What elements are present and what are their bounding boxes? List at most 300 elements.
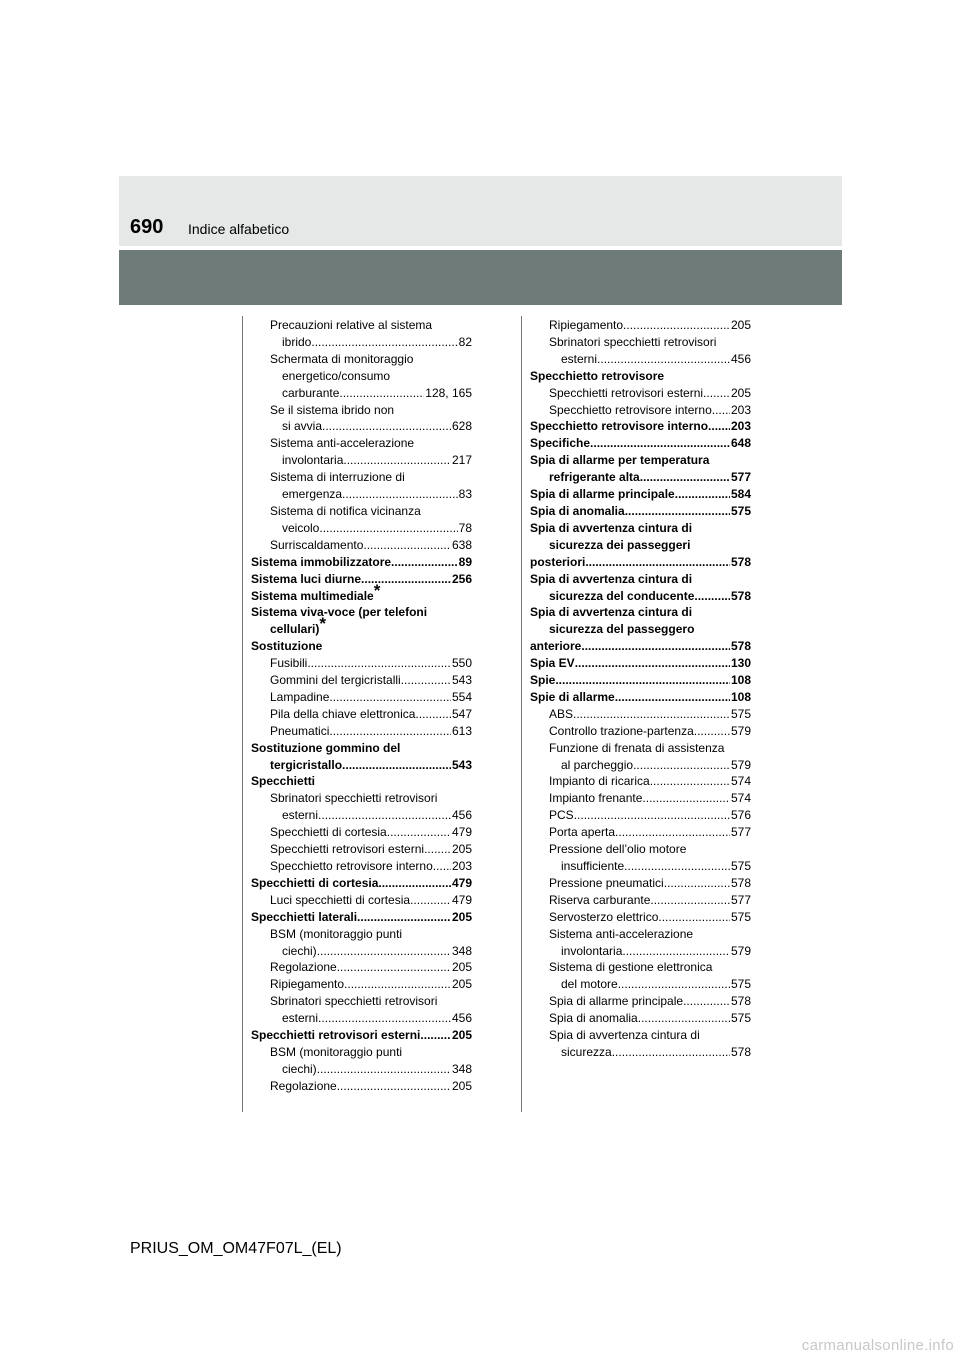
index-entry-text: emergenza — [282, 487, 343, 502]
dot-leader — [650, 773, 730, 790]
index-entry-text: Spia EV — [530, 656, 575, 671]
index-entry — [251, 706, 472, 723]
index-entry — [251, 757, 472, 774]
dot-leader — [363, 537, 451, 554]
dot-leader — [329, 689, 451, 706]
index-entry-text: Sbrinatori specchietti retrovisori — [549, 334, 717, 349]
index-entry — [251, 452, 472, 469]
index-entry-page: 543 — [451, 757, 472, 772]
index-entry-text: Impianto frenante — [549, 791, 643, 806]
index-entry — [530, 841, 751, 858]
index-entry — [251, 486, 472, 503]
index-entry-page: 648 — [730, 436, 751, 451]
dot-leader — [391, 554, 458, 571]
index-entry-text: Servosterzo elettrico — [549, 909, 659, 924]
index-entry-text: Se il sistema ibrido non — [270, 402, 395, 417]
index-entry-text: Pneumatici — [270, 723, 330, 738]
index-entry-text: Spia di anomalia — [549, 1011, 638, 1026]
index-entry — [251, 773, 472, 790]
index-entry-page: 575 — [730, 503, 751, 518]
dot-leader — [433, 858, 451, 875]
dot-leader — [708, 418, 730, 435]
index-entry — [251, 1061, 472, 1078]
index-entry-text: Sistema immobilizzatore — [251, 554, 392, 569]
dot-leader — [664, 875, 730, 892]
index-entry-page: 82 — [458, 334, 472, 349]
index-entry-page: 130 — [730, 656, 751, 671]
index-entry-text: Spia di avvertenza cintura di — [530, 520, 693, 535]
index-entry — [530, 740, 751, 757]
dot-leader — [378, 875, 451, 892]
index-entry — [251, 638, 472, 655]
index-entry-text: BSM (monitoraggio punti — [270, 926, 403, 941]
index-entry — [251, 892, 472, 909]
dot-leader — [319, 520, 457, 537]
index-entry-text: Sistema viva-voce (per telefoni — [251, 605, 428, 620]
index-entry — [251, 317, 472, 334]
index-entry — [530, 452, 751, 469]
index-entry — [530, 655, 751, 672]
index-entry-text: cellulari) — [270, 622, 320, 637]
index-entry-star: * — [319, 614, 326, 634]
index-entry-page: 479 — [451, 875, 472, 890]
index-entry-page: 348 — [451, 943, 472, 958]
dot-leader — [424, 841, 451, 858]
index-entry-text: sicurezza — [561, 1044, 612, 1059]
index-entry-text: Spia di anomalia — [530, 503, 625, 518]
index-entry — [530, 706, 751, 723]
dot-leader — [329, 723, 451, 740]
index-entry — [530, 571, 751, 588]
index-entry-text: Specchietti retrovisori esterni — [549, 385, 704, 400]
index-entry-page: 205 — [451, 842, 472, 857]
dot-leader — [624, 858, 730, 875]
index-entry-page: 203 — [451, 859, 472, 873]
index-entry — [251, 469, 472, 486]
index-entry-page: 89 — [458, 554, 472, 569]
index-entry — [251, 723, 472, 740]
dot-leader — [415, 706, 451, 723]
index-entry — [530, 993, 751, 1010]
section-title: Indice alfabetico — [188, 221, 290, 237]
index-entry-text: sicurezza del conducente — [549, 588, 695, 603]
index-entry-text: Specifiche — [530, 436, 591, 451]
index-entry — [251, 334, 472, 351]
index-entry — [251, 614, 472, 638]
dot-leader — [638, 1010, 730, 1027]
index-entry — [251, 418, 472, 435]
dot-leader — [401, 672, 451, 689]
index-entry-page: 575 — [730, 859, 751, 873]
index-entry — [530, 435, 751, 452]
index-entry-page: 577 — [730, 470, 751, 485]
index-entry-page: 128, 165 — [425, 385, 472, 400]
index-entry-page: 205 — [451, 960, 472, 975]
index-entry-page: 205 — [451, 977, 472, 992]
index-entry-text: Specchietti retrovisori esterni — [270, 842, 425, 857]
dot-leader — [387, 824, 451, 841]
index-entry — [251, 351, 472, 368]
index-entry-text: Precauzioni relative al sistema — [270, 318, 433, 332]
dot-leader — [597, 351, 730, 368]
index-entry — [530, 638, 751, 655]
index-entry-text: Sostituzione — [251, 639, 323, 654]
index-entry — [530, 368, 751, 385]
index-entry-text: Impianto di ricarica — [549, 774, 650, 789]
index-entry — [251, 926, 472, 943]
index-entry-text: carburante — [282, 385, 340, 400]
index-entry — [530, 926, 751, 943]
dot-leader — [694, 723, 730, 740]
dot-leader — [311, 334, 457, 351]
index-entry-text: Lampadine — [270, 689, 330, 704]
dot-leader — [318, 807, 451, 824]
index-entry-page: 578 — [730, 994, 751, 1009]
index-entry-page: 205 — [451, 1028, 472, 1043]
index-entry-page: 543 — [451, 673, 472, 688]
index-entry-text: involontaria — [282, 453, 344, 468]
index-entry-page: 576 — [730, 808, 751, 823]
index-entry-text: ciechi) — [282, 1061, 317, 1076]
index-entry — [530, 588, 751, 605]
dot-leader — [585, 554, 730, 571]
dot-leader — [339, 385, 424, 402]
index-entry-page: 78 — [458, 520, 472, 535]
index-entry — [251, 841, 472, 858]
index-entry-page: 203 — [730, 402, 751, 417]
dot-leader — [640, 469, 730, 486]
dot-leader — [618, 976, 730, 993]
index-entry-text: Specchietti di cortesia — [251, 875, 379, 890]
dot-leader — [317, 943, 451, 960]
index-entry-text: sicurezza del passeggero — [549, 622, 695, 637]
index-entry-text: Specchietti di cortesia — [270, 825, 387, 840]
dot-leader — [420, 1027, 451, 1044]
index-entry — [530, 757, 751, 774]
dot-leader — [615, 689, 730, 706]
index-entry — [530, 351, 751, 368]
index-entry — [530, 875, 751, 892]
index-entry-text: Sistema anti-accelerazione — [270, 436, 415, 451]
index-entry-text: Specchietto retrovisore interno — [270, 859, 433, 873]
dot-leader — [410, 892, 451, 909]
index-entry — [251, 520, 472, 537]
index-entry-page: 575 — [730, 706, 751, 721]
index-entry — [530, 773, 751, 790]
index-entry-page: 578 — [730, 639, 751, 654]
index-entry-page: 547 — [451, 706, 472, 721]
index-entry-text: Funzione di frenata di assistenza — [549, 740, 725, 755]
index-entry-text: Sbrinatori specchietti retrovisori — [270, 994, 438, 1009]
index-entry-text: Spia di allarme principale — [530, 487, 675, 502]
document-code: PRIUS_OM_OM47F07L_(EL) — [130, 1240, 342, 1257]
index-entry-text: anteriore — [530, 639, 582, 654]
index-entry-text: Specchietto retrovisore — [530, 368, 665, 383]
index-entry-text: Ripiegamento — [270, 977, 345, 992]
index-entry — [530, 402, 751, 419]
dot-leader — [581, 638, 730, 655]
dot-leader — [344, 976, 451, 993]
index-entry — [530, 689, 751, 706]
index-entry — [251, 1027, 472, 1044]
middle-column-rule — [521, 316, 522, 1112]
dot-leader — [337, 1078, 451, 1095]
index-entry — [530, 909, 751, 926]
index-column-right — [530, 317, 751, 1061]
index-entry-text: Controllo trazione-partenza — [549, 723, 694, 738]
dot-leader — [318, 1010, 451, 1027]
index-entry — [251, 571, 472, 588]
index-entry — [530, 334, 751, 351]
index-entry — [530, 385, 751, 402]
index-entry-text: Gommini del tergicristalli — [270, 673, 401, 688]
index-entry-text: veicolo — [282, 520, 320, 535]
index-entry-text: Porta aperta — [549, 825, 616, 840]
dot-leader — [622, 943, 730, 960]
index-entry-page: 578 — [730, 588, 751, 603]
index-entry-text: ibrido — [282, 334, 312, 349]
index-entry — [251, 875, 472, 892]
index-entry — [251, 824, 472, 841]
index-entry — [251, 1078, 472, 1095]
index-entry — [530, 892, 751, 909]
index-entry-page: 574 — [730, 774, 751, 789]
dot-leader — [633, 757, 730, 774]
index-entry-text: Luci specchietti di cortesia — [270, 892, 411, 907]
index-entry — [251, 554, 472, 571]
dot-leader — [317, 1061, 451, 1078]
index-entry-page: 578 — [730, 554, 751, 569]
index-entry-page: 205 — [451, 909, 472, 924]
index-entry — [251, 909, 472, 926]
index-entry — [251, 672, 472, 689]
index-entry-page: 479 — [451, 892, 472, 907]
left-column-rule — [242, 316, 243, 1112]
index-entry-text: Pressione dell’olio motore — [549, 842, 687, 857]
index-entry — [530, 418, 751, 435]
dot-leader — [342, 486, 458, 503]
dot-leader — [712, 402, 730, 419]
index-entry — [530, 1044, 751, 1061]
index-entry-text: Pressione pneumatici — [549, 875, 664, 890]
index-entry — [530, 723, 751, 740]
index-entry — [530, 621, 751, 638]
index-entry-text: Riserva carburante — [549, 892, 651, 907]
index-entry-text: Schermata di monitoraggio — [270, 351, 414, 366]
index-entry-text: refrigerante alta — [549, 470, 640, 485]
index-entry-text: esterni — [282, 808, 319, 823]
index-entry-page: 575 — [730, 977, 751, 992]
index-entry — [530, 959, 751, 976]
index-entry-page: 205 — [730, 318, 751, 332]
index-entry-text: Sbrinatori specchietti retrovisori — [270, 791, 438, 806]
index-entry-text: Spia di avvertenza cintura di — [530, 605, 693, 620]
index-entry-text: al parcheggio — [561, 757, 634, 772]
dot-leader — [343, 452, 451, 469]
index-entry-page: 203 — [730, 419, 751, 434]
index-entry-text: esterni — [282, 1011, 319, 1026]
index-entry-text: sicurezza dei passeggeri — [549, 537, 691, 552]
index-entry — [251, 368, 472, 385]
index-entry — [251, 402, 472, 419]
index-entry — [530, 858, 751, 875]
index-entry-page: 579 — [730, 723, 751, 738]
index-entry — [251, 435, 472, 452]
index-entry-text: Spia di allarme principale — [549, 994, 684, 1009]
index-entry-page: 479 — [451, 825, 472, 840]
index-entry-page: 348 — [451, 1061, 472, 1076]
index-entry-page: 578 — [730, 875, 751, 890]
index-entry-page: 108 — [730, 673, 751, 688]
index-entry — [530, 943, 751, 960]
index-column-left — [251, 317, 472, 1095]
dot-leader — [658, 909, 730, 926]
index-entry — [251, 689, 472, 706]
index-entry-text: Specchietto retrovisore interno — [549, 402, 712, 417]
index-entry — [530, 824, 751, 841]
index-entry — [530, 604, 751, 621]
index-entry — [530, 469, 751, 486]
index-entry-page: 456 — [451, 808, 472, 823]
index-entry-text: PCS — [549, 808, 574, 823]
dot-leader — [683, 993, 730, 1010]
index-entry-page: 613 — [451, 723, 472, 738]
dot-leader — [574, 807, 730, 824]
index-entry-page: 584 — [730, 487, 751, 502]
page-number: 690 — [130, 216, 164, 238]
index-entry — [530, 790, 751, 807]
index-entry-page: 575 — [730, 1011, 751, 1026]
index-entry — [251, 943, 472, 960]
index-entry-page: 550 — [451, 656, 472, 671]
index-entry-text: posteriori — [530, 554, 586, 569]
index-entry — [251, 655, 472, 672]
dot-leader — [357, 909, 451, 926]
dot-leader — [337, 959, 451, 976]
index-entry-text: Sistema anti-accelerazione — [549, 926, 694, 941]
index-entry — [251, 976, 472, 993]
index-entry-text: si avvia — [282, 419, 323, 434]
index-entry-text: Specchietti — [251, 774, 316, 789]
index-entry-text: Sistema luci diurne — [251, 571, 362, 586]
dot-leader — [642, 790, 730, 807]
index-entry — [530, 672, 751, 689]
index-entry — [530, 486, 751, 503]
index-entry — [251, 503, 472, 520]
dot-leader — [703, 385, 730, 402]
index-entry-text: BSM (monitoraggio punti — [270, 1044, 403, 1059]
dot-leader — [612, 1044, 730, 1061]
index-entry-text: tergicristallo — [270, 757, 343, 772]
index-entry-page: 577 — [730, 825, 751, 840]
index-entry — [530, 1027, 751, 1044]
index-entry — [251, 959, 472, 976]
index-entry-text: involontaria — [561, 943, 623, 958]
index-entry-text: Sistema di gestione elettronica — [549, 960, 713, 975]
index-entry — [530, 537, 751, 554]
dot-leader — [694, 588, 730, 605]
index-entry-star: * — [373, 580, 381, 600]
index-entry-page: 554 — [451, 689, 472, 704]
index-entry-text: Spia di avvertenza cintura di — [549, 1028, 700, 1043]
dot-leader — [342, 757, 451, 774]
index-entry-page: 579 — [730, 757, 751, 772]
index-entry-page: 575 — [730, 909, 751, 924]
index-entry-page: 256 — [451, 571, 472, 586]
index-entry-text: Sistema di notifica vicinanza — [270, 503, 421, 518]
index-entry-text: Fusibili — [270, 656, 308, 671]
index-entry-text: Sistema multimediale — [251, 588, 374, 603]
index-entry-text: esterni — [561, 351, 598, 366]
index-entry-text: Regolazione — [270, 1078, 337, 1093]
index-entry — [251, 1044, 472, 1061]
index-entry-text: Pila della chiave elettronica — [270, 706, 416, 721]
dot-leader — [625, 503, 730, 520]
index-entry-text: Spie di allarme — [530, 689, 615, 704]
index-entry-text: Specchietti retrovisori esterni — [251, 1028, 421, 1043]
dot-leader — [590, 435, 730, 452]
index-entry-page: 638 — [451, 537, 472, 552]
index-entry-page: 579 — [730, 943, 751, 958]
index-entry-page: 456 — [730, 351, 751, 366]
index-entry-text: ABS — [549, 706, 574, 721]
index-entry-page: 578 — [730, 1044, 751, 1059]
index-entry-text: insufficiente — [561, 859, 625, 873]
index-entry-page: 108 — [730, 689, 751, 704]
index-entry-text: Regolazione — [270, 960, 337, 975]
index-entry-text: ciechi) — [282, 943, 317, 958]
index-entry-page: 456 — [451, 1011, 472, 1026]
index-entry — [251, 993, 472, 1010]
index-entry — [530, 520, 751, 537]
index-entry-text: Specchietti laterali — [251, 909, 358, 924]
index-entry — [530, 976, 751, 993]
index-entry — [251, 537, 472, 554]
dot-leader — [650, 892, 730, 909]
index-entry-page: 83 — [458, 487, 472, 502]
index-entry — [251, 580, 472, 605]
index-entry-text: Specchietto retrovisore interno — [530, 419, 709, 434]
index-entry — [251, 604, 472, 621]
index-entry-page: 574 — [730, 791, 751, 806]
dot-leader — [573, 706, 730, 723]
header-dark-band — [119, 250, 842, 305]
index-entry-text: Spia di allarme per temperatura — [530, 453, 710, 468]
index-entry — [530, 807, 751, 824]
index-entry — [530, 503, 751, 520]
index-entry — [251, 385, 472, 402]
index-entry-text: Spie — [530, 673, 556, 688]
index-entry — [251, 740, 472, 757]
index-entry — [251, 858, 472, 875]
index-entry-page: 628 — [451, 419, 472, 434]
index-entry-text: Sistema di interruzione di — [270, 470, 405, 485]
index-entry-text: Surriscaldamento — [270, 537, 364, 552]
index-entry — [251, 1010, 472, 1027]
watermark: carmanualsonline.info — [801, 1337, 954, 1354]
dot-leader — [623, 317, 730, 334]
index-entry-text: Spia di avvertenza cintura di — [530, 571, 693, 586]
dot-leader — [555, 672, 730, 689]
index-entry-page: 205 — [451, 1078, 472, 1093]
index-entry-text: Sostituzione gommino del — [251, 740, 401, 755]
index-entry — [251, 790, 472, 807]
index-entry-page: 577 — [730, 892, 751, 907]
dot-leader — [322, 418, 451, 435]
index-entry — [530, 1010, 751, 1027]
index-entry — [530, 317, 751, 334]
dot-leader — [307, 655, 451, 672]
